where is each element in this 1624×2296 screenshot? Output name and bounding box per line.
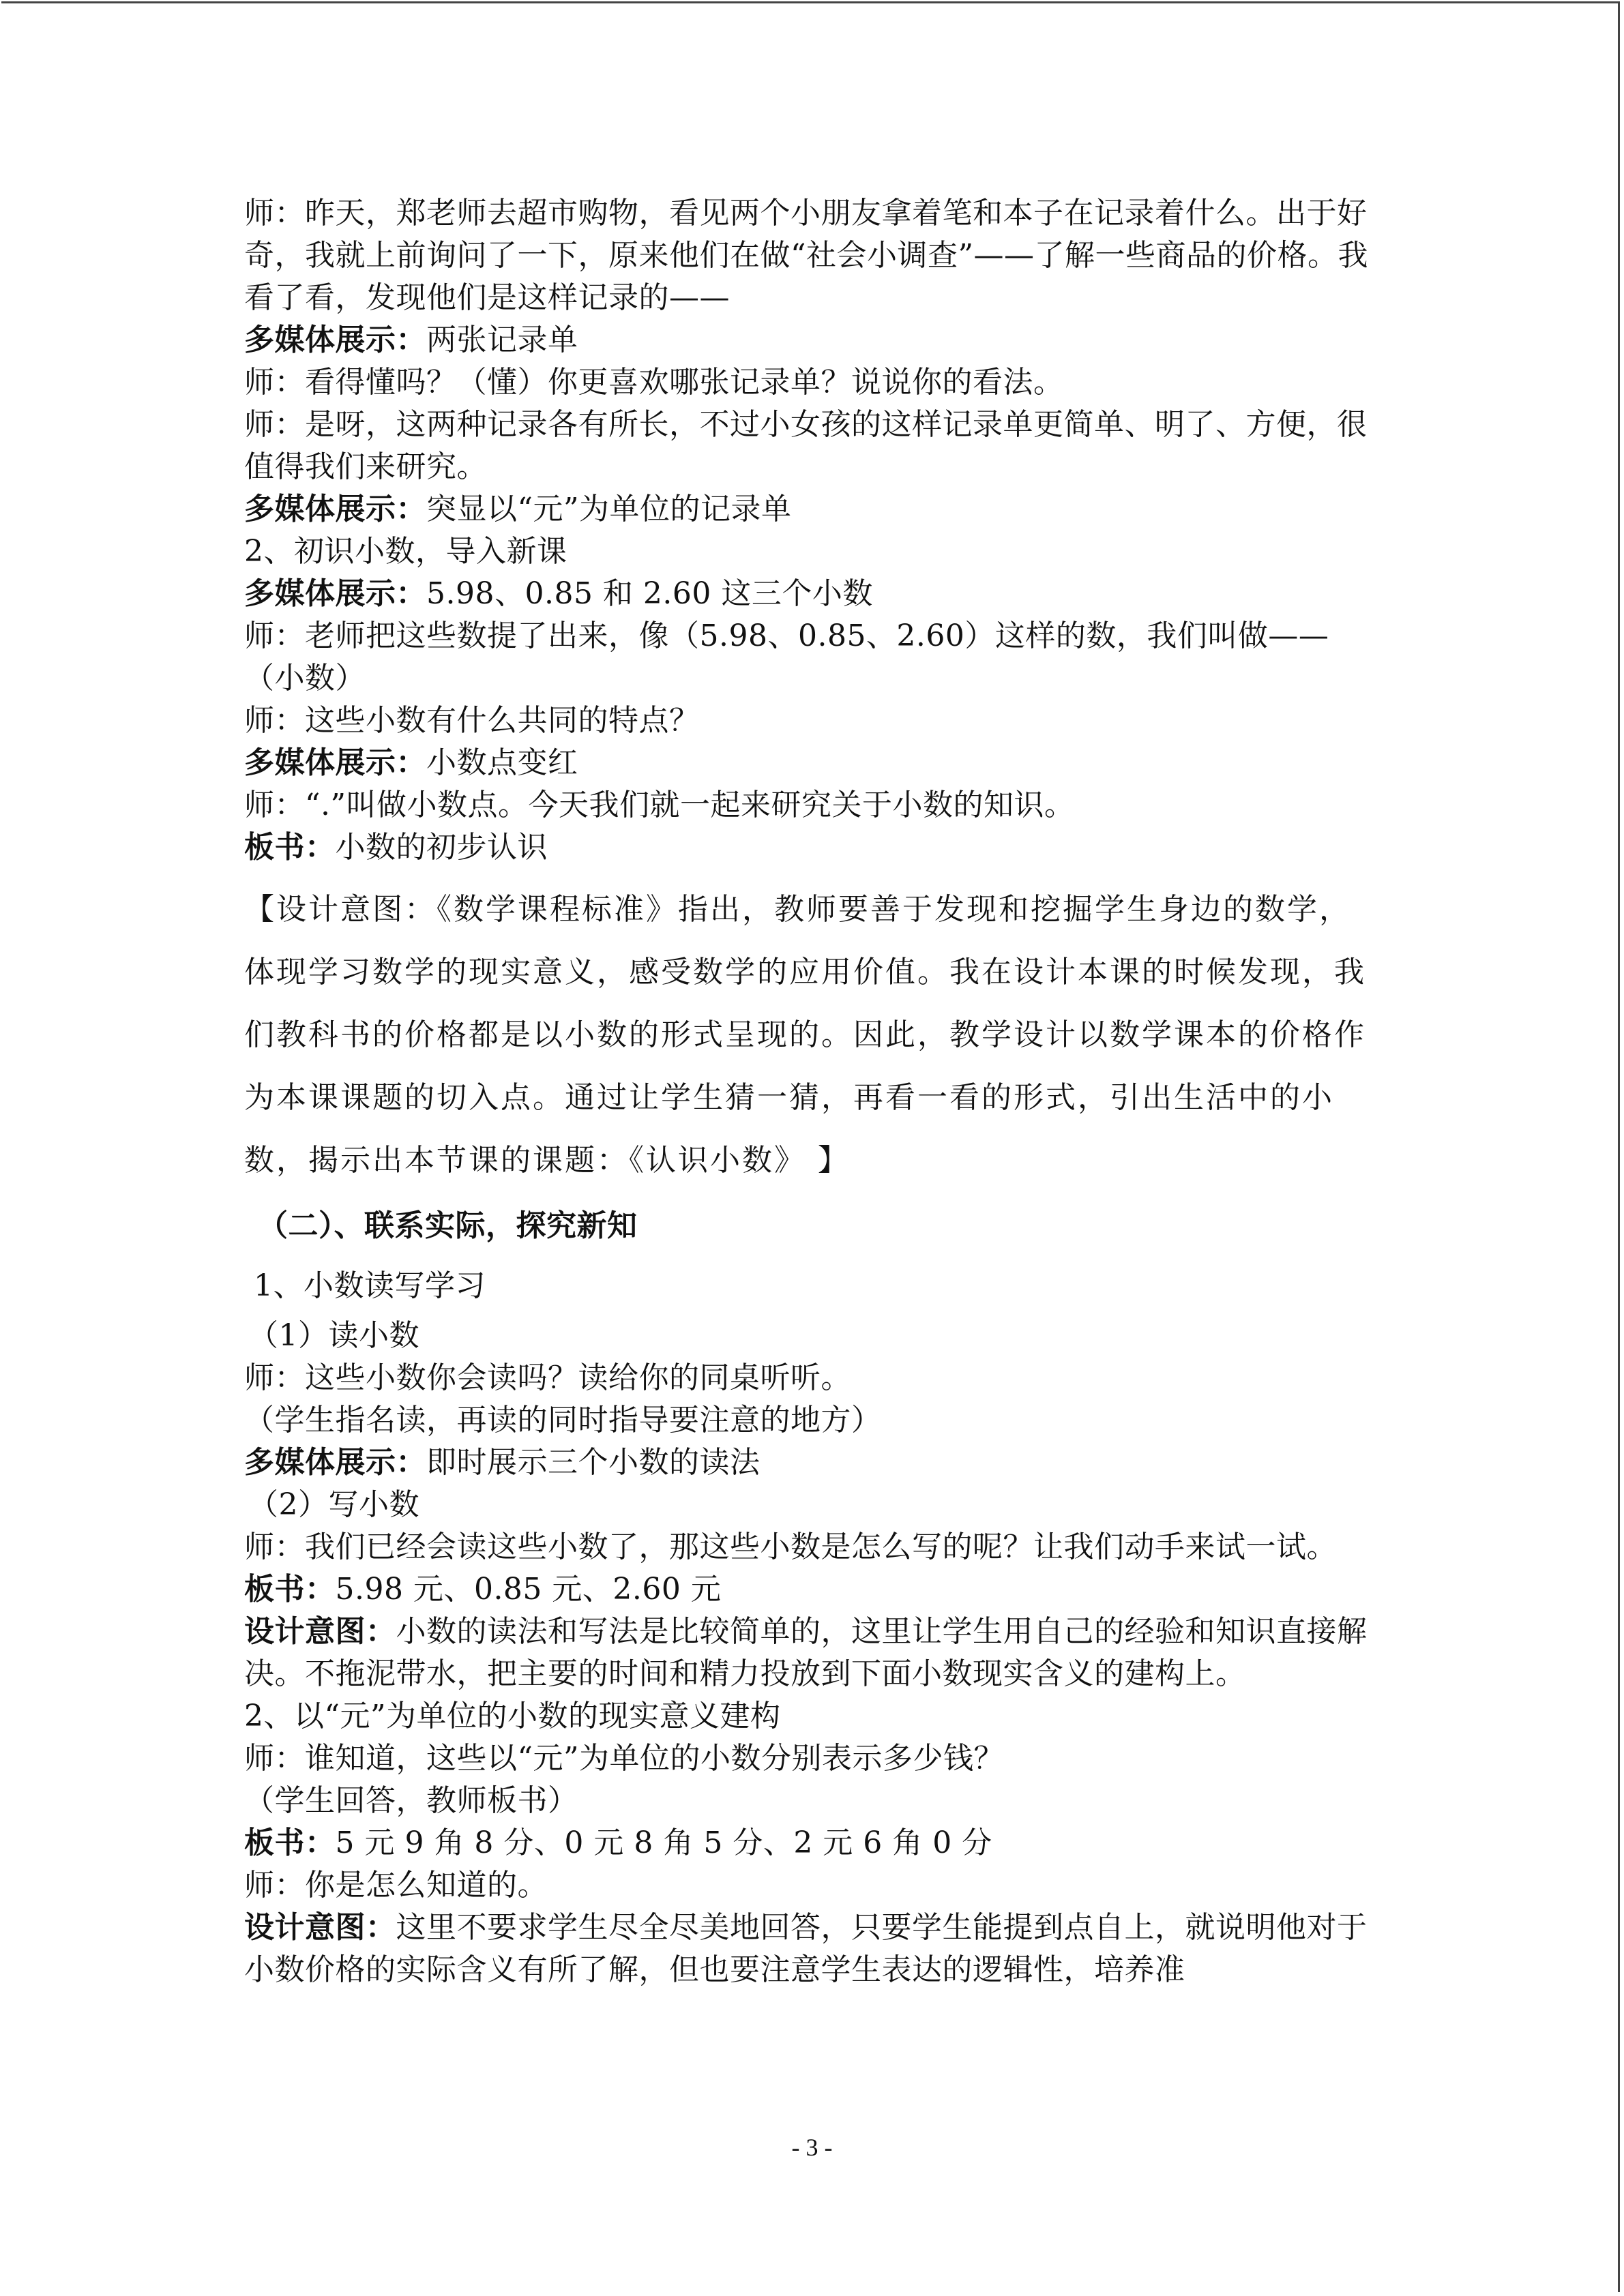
text-line: 师：这些小数有什么共同的特点？ bbox=[244, 703, 700, 738]
text-line: （2）写小数 bbox=[248, 1487, 419, 1522]
text-line: 设计意图：这里不要求学生尽全尽美地回答，只要学生能提到点自上，就说明他对于小数价格的实际含义有所了解，但也要注意学生表达的逻辑性，培养准 bbox=[244, 1910, 1368, 1987]
section-heading: （二）、联系实际，探究新知 bbox=[258, 1208, 638, 1243]
text-line: 师：我们已经会读这些小数了，那这些小数是怎么写的呢？让我们动手来试一试。 bbox=[244, 1530, 1337, 1564]
text-line: （学生回答，教师板书） bbox=[244, 1783, 578, 1818]
text-line: 师：老师把这些数提了出来，像（5.98、0.85、2.60）这样的数，我们叫做——（小数） bbox=[244, 618, 1329, 696]
text-line: 2、初识小数，导入新课 bbox=[244, 534, 567, 569]
text-line: 多媒体展示：小数点变红 bbox=[244, 745, 578, 780]
text-line: 师：你是怎么知道的。 bbox=[244, 1868, 548, 1903]
text-line: 多媒体展示：突显以“元”为单位的记录单 bbox=[244, 492, 792, 526]
text-line: 师：看得懂吗？（懂）你更喜欢哪张记录单？说说你的看法。 bbox=[244, 365, 1064, 400]
text-line: （学生指名读，再读的同时指导要注意的地方） bbox=[244, 1403, 882, 1437]
text-line: 板书：5.98 元、0.85 元、2.60 元 bbox=[244, 1572, 722, 1607]
text-line: 师：这些小数你会读吗？读给你的同桌听听。 bbox=[244, 1360, 851, 1395]
design-intent-note: 【设计意图：《数学课程标准》指出，教师要善于发现和挖掘学生身边的数学，体现学习数学的现实意义，感受数学的应用价值。我在设计本课的时候发现，我们教科书的价格都是以小数的形式呈现的。因此，教学设计以数学课本的价格作为本课课题的切入点。通过让学生猜一猜，再看一看的形式，引出生活中的小数，揭示出本节课的课题：《认识小数》 】 bbox=[244, 892, 1366, 1178]
text-line: 多媒体展示：即时展示三个小数的读法 bbox=[244, 1445, 761, 1480]
text-line: 设计意图：小数的读法和写法是比较简单的，这里让学生用自己的经验和知识直接解决。不拖泥带水，把主要的时间和精力投放到下面小数现实含义的建构上。 bbox=[244, 1614, 1368, 1691]
text-line: 师：谁知道，这些以“元”为单位的小数分别表示多少钱？ bbox=[244, 1741, 1004, 1776]
text-line: 板书：5 元 9 角 8 分、0 元 8 角 5 分、2 元 6 角 0 分 bbox=[244, 1825, 992, 1860]
page-number: - 3 - bbox=[791, 2134, 833, 2161]
sub-heading: 1、小数读写学习 bbox=[254, 1268, 486, 1303]
text-line: 2、以“元”为单位的小数的现实意义建构 bbox=[244, 1699, 781, 1733]
text-line: 多媒体展示：5.98、0.85 和 2.60 这三个小数 bbox=[244, 576, 873, 611]
text-line: 师：是呀，这两种记录各有所长，不过小女孩的这样记录单更简单、明了、方便，很值得我们来研究。 bbox=[244, 407, 1368, 484]
text-line: 师：“.”叫做小数点。今天我们就一起来研究关于小数的知识。 bbox=[244, 788, 1075, 822]
text-line: （1）读小数 bbox=[248, 1318, 419, 1353]
text-line: 师：昨天，郑老师去超市购物，看见两个小朋友拿着笔和本子在记录着什么。出于好奇，我就上前询问了一下，原来他们在做“社会小调查”——了解一些商品的价格。我看了看，发现他们是这样记录的—— bbox=[244, 196, 1368, 315]
text-line: 多媒体展示：两张记录单 bbox=[244, 323, 578, 357]
text-line: 板书：小数的初步认识 bbox=[244, 830, 548, 865]
document-body bbox=[244, 192, 1376, 1991]
